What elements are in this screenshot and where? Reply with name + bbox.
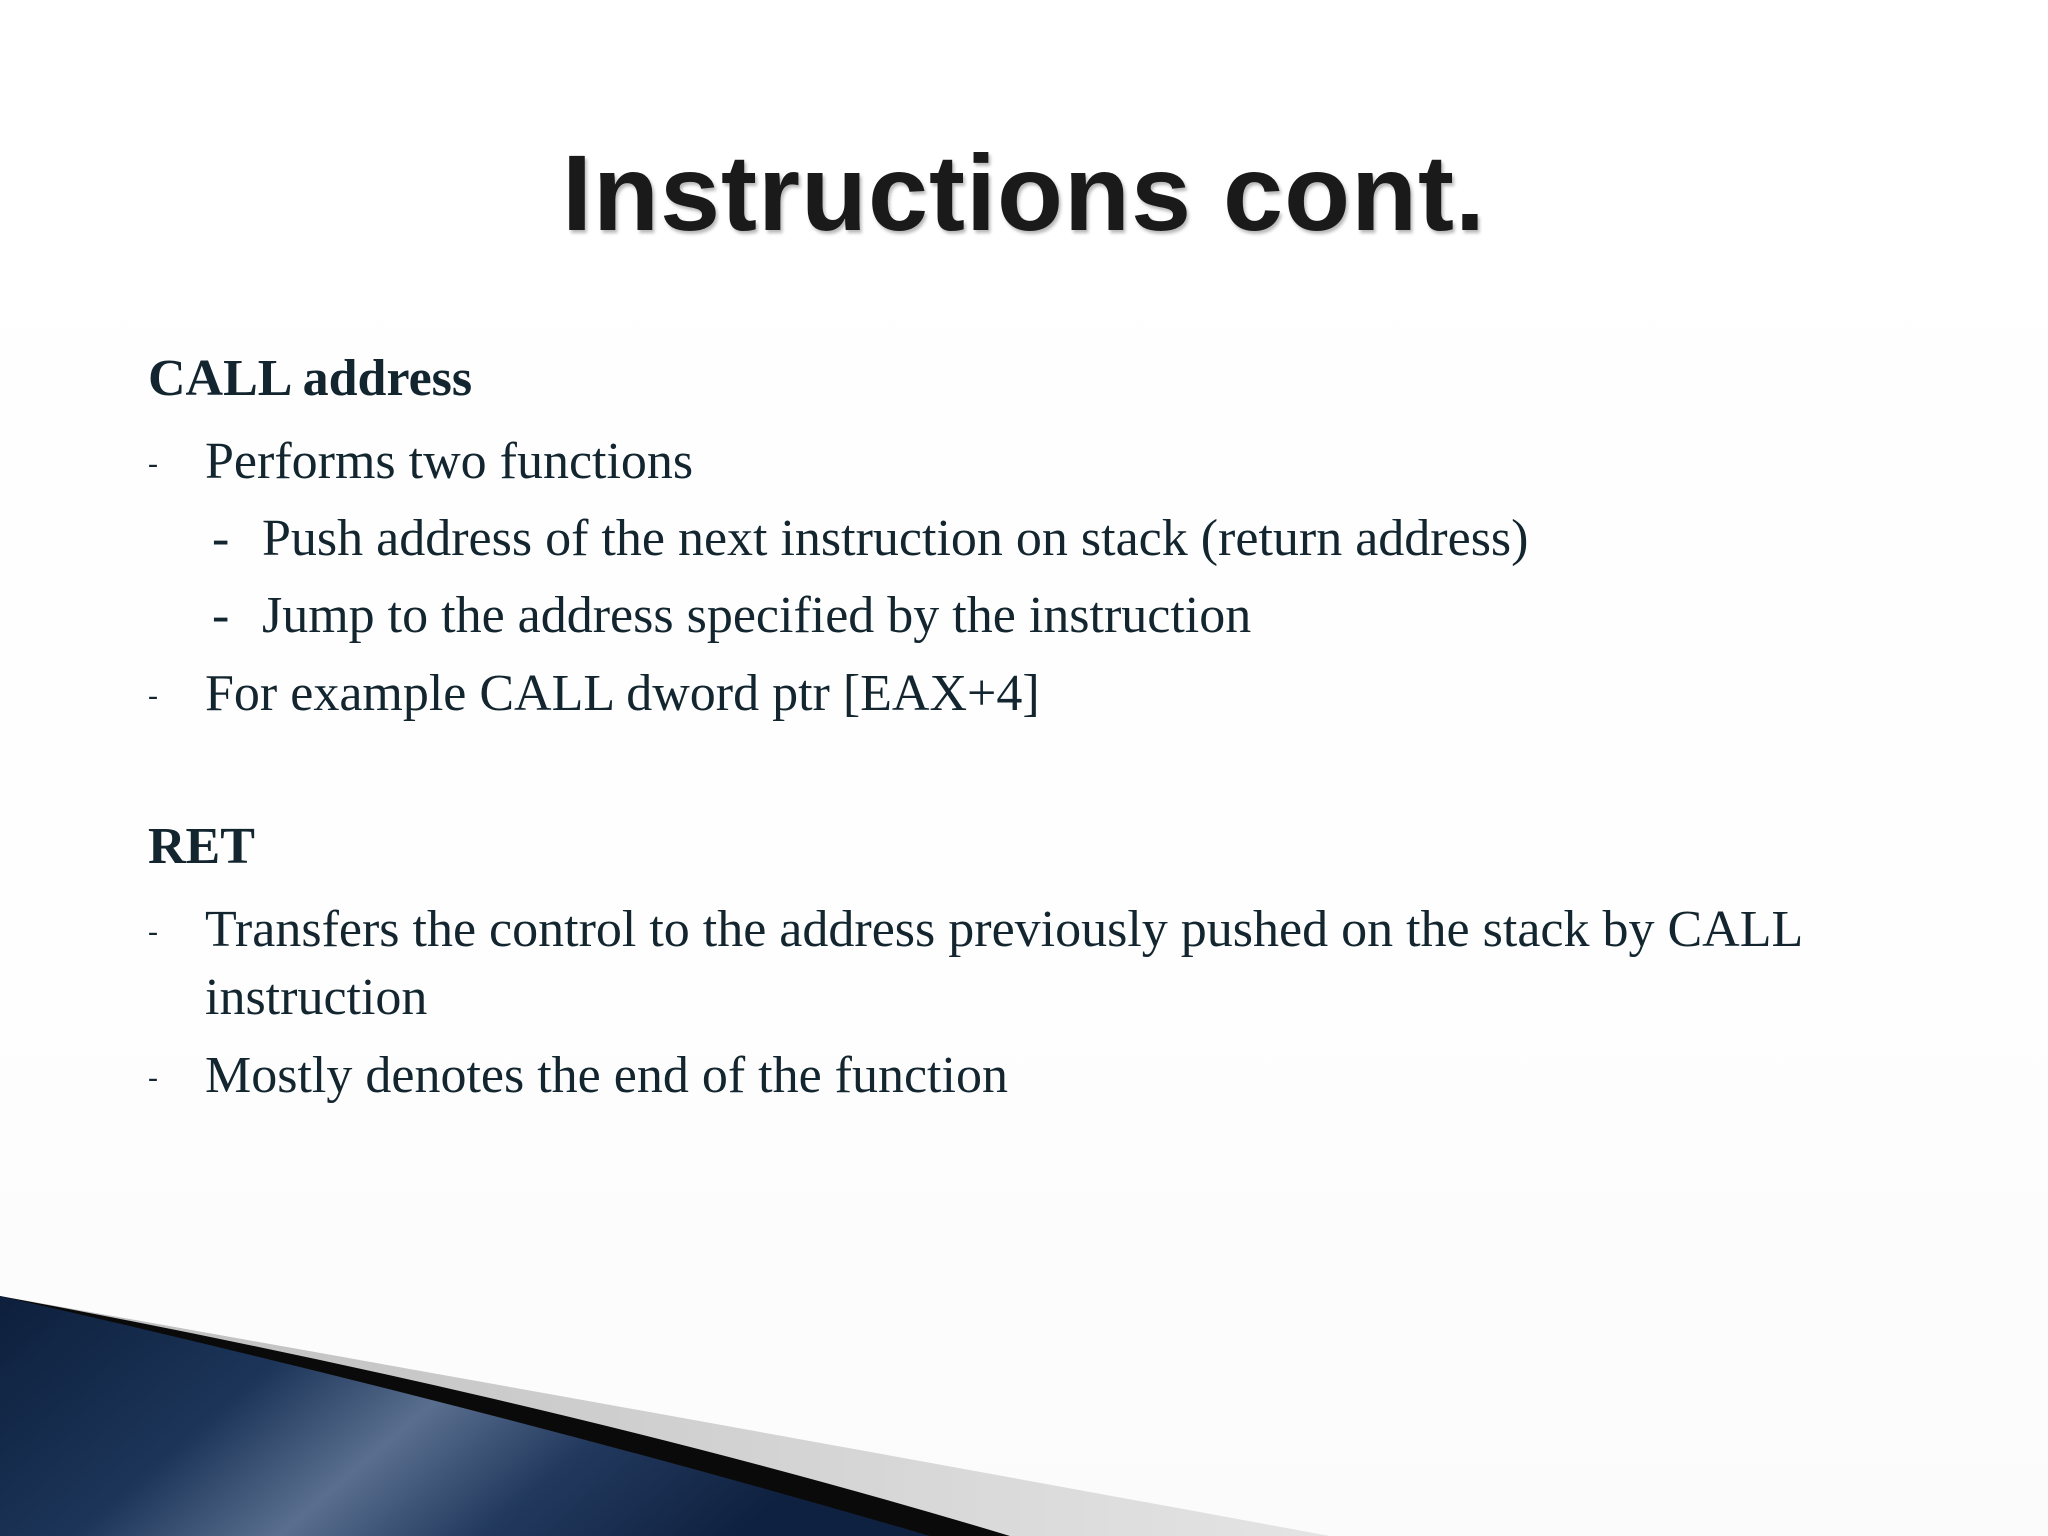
swoosh-grey-band — [0, 1296, 1330, 1536]
slide-title: Instructions cont. — [561, 132, 1487, 253]
section-spacer — [148, 728, 1948, 808]
bullet-marker: - — [148, 447, 158, 480]
bullet-item — [148, 428, 1948, 496]
bullet-item — [148, 660, 1948, 728]
bullet-item — [148, 896, 1948, 1032]
section-ret — [148, 808, 1948, 1110]
sub-bullet-marker: - — [212, 587, 230, 644]
bullet-text: Mostly denotes the end of the function — [205, 1047, 1008, 1104]
bullet-text: Transfers the control to the address previously pushed on the stack by CALL instruction — [205, 901, 1802, 1026]
swoosh-black-band — [0, 1296, 1010, 1536]
bullet-text: Performs two functions — [205, 433, 694, 490]
bullet-text: For example CALL dword ptr [EAX+4] — [205, 665, 1040, 722]
sub-bullet-text: Push address of the next instruction on stack (return address) — [262, 510, 1529, 567]
section-call — [148, 340, 1948, 728]
bullet-marker: - — [148, 1061, 158, 1094]
bullet-marker: - — [148, 915, 158, 948]
sub-bullet-item — [148, 582, 1948, 650]
section-heading-ret: RET — [148, 818, 255, 875]
bullet-item — [148, 1042, 1948, 1110]
sub-bullet-marker: - — [212, 510, 230, 567]
bullet-marker: - — [148, 679, 158, 712]
section-heading-call: CALL address — [148, 350, 473, 407]
swoosh-navy-band — [0, 1296, 930, 1536]
sub-bullet-text: Jump to the address specified by the instruction — [262, 587, 1252, 644]
slide-content — [148, 340, 1948, 1110]
sub-bullet-item — [148, 505, 1948, 573]
